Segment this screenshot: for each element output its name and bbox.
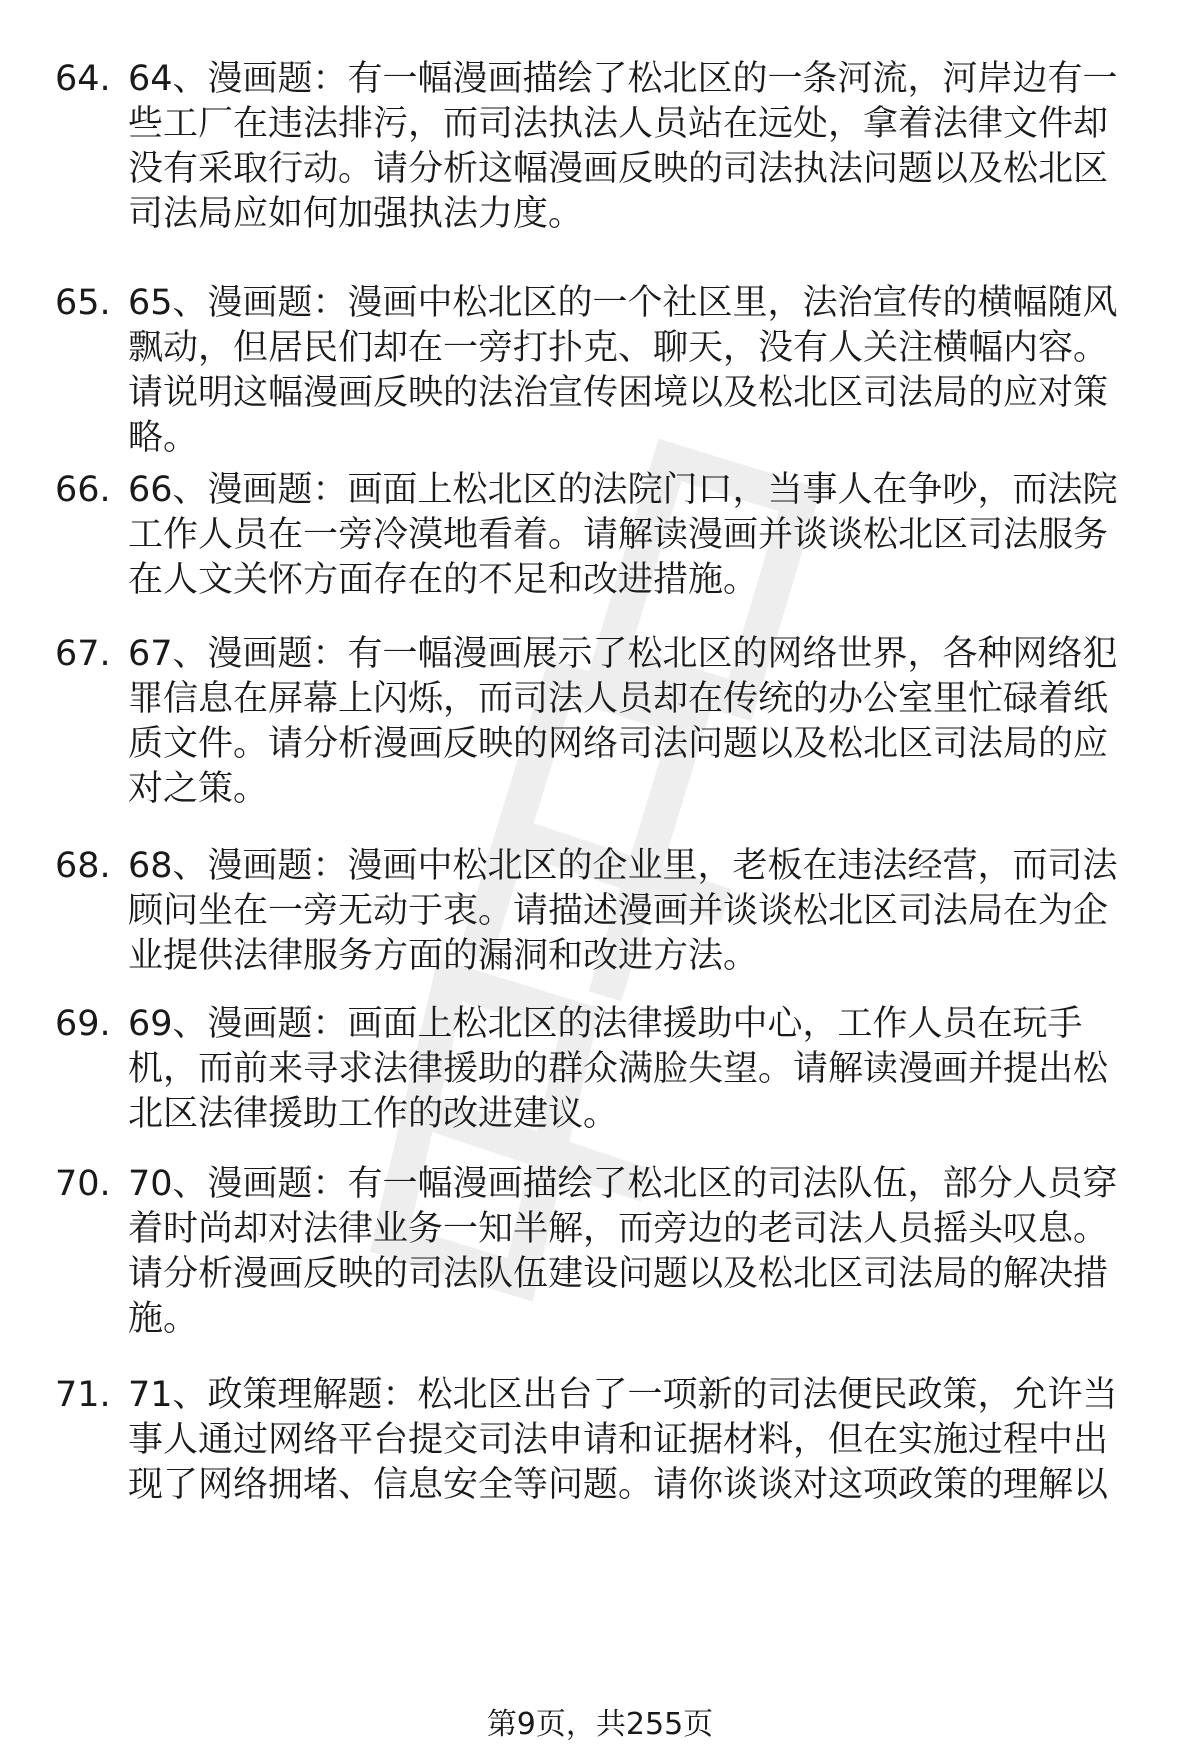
question-text-line: 67、漫画题：有一幅漫画展示了松北区的网络世界，各种网络犯 — [128, 634, 1118, 674]
question-text-line: 现了网络拥堵、信息安全等问题。请你谈谈对这项政策的理解以 — [128, 1465, 1109, 1505]
question-text-line: 飘动，但居民们却在一旁打扑克、聊天，没有人关注横幅内容。 — [128, 328, 1109, 368]
question-text-line: 顾问坐在一旁无动于衷。请描述漫画并谈谈松北区司法局在为企 — [128, 891, 1109, 931]
question-text-line: 施。 — [128, 1299, 199, 1339]
question-number: 71. — [55, 1375, 111, 1415]
question-text-line: 着时尚却对法律业务一知半解，而旁边的老司法人员摇头叹息。 — [128, 1209, 1109, 1249]
question-text-line: 对之策。 — [128, 769, 269, 809]
question-text-line: 罪信息在屏幕上闪烁，而司法人员却在传统的办公室里忙碌着纸 — [128, 679, 1109, 719]
question-number: 67. — [55, 634, 111, 674]
question-text-line: 北区法律援助工作的改进建议。 — [128, 1094, 619, 1134]
question-text-line: 65、漫画题：漫画中松北区的一个社区里，法治宣传的横幅随风 — [128, 283, 1118, 323]
question-text-line: 66、漫画题：画面上松北区的法院门口，当事人在争吵，而法院 — [128, 470, 1118, 510]
question-number: 68. — [55, 846, 111, 886]
question-number: 65. — [55, 283, 111, 323]
question-text-line: 64、漫画题：有一幅漫画描绘了松北区的一条河流，河岸边有一 — [128, 59, 1118, 99]
question-text-line: 请分析漫画反映的司法队伍建设问题以及松北区司法局的解决措 — [128, 1254, 1109, 1294]
page-number-label: 第9页，共255页 — [486, 1707, 714, 1742]
question-text-line: 质文件。请分析漫画反映的网络司法问题以及松北区司法局的应 — [128, 724, 1109, 764]
question-text-line: 机，而前来寻求法律援助的群众满脸失望。请解读漫画并提出松 — [128, 1049, 1109, 1089]
question-text-line: 司法局应如何加强执法力度。 — [128, 194, 584, 234]
question-text-line: 略。 — [128, 418, 199, 458]
question-number: 66. — [55, 470, 111, 510]
question-text-line: 没有采取行动。请分析这幅漫画反映的司法执法问题以及松北区 — [128, 149, 1109, 189]
question-text-line: 69、漫画题：画面上松北区的法律援助中心，工作人员在玩手 — [128, 1004, 1083, 1044]
page-footer — [0, 1705, 1200, 1745]
question-text-line: 在人文关怀方面存在的不足和改进措施。 — [128, 560, 759, 600]
question-text-line: 请说明这幅漫画反映的法治宣传困境以及松北区司法局的应对策 — [128, 373, 1109, 413]
question-number: 69. — [55, 1004, 111, 1044]
question-text-line: 70、漫画题：有一幅漫画描绘了松北区的司法队伍，部分人员穿 — [128, 1164, 1118, 1204]
question-text-line: 业提供法律服务方面的漏洞和改进方法。 — [128, 936, 759, 976]
question-number: 70. — [55, 1164, 111, 1204]
question-text-line: 68、漫画题：漫画中松北区的企业里，老板在违法经营，而司法 — [128, 846, 1118, 886]
question-text-line: 工作人员在一旁冷漠地看着。请解读漫画并谈谈松北区司法服务 — [128, 515, 1109, 555]
question-text-line: 事人通过网络平台提交司法申请和证据材料，但在实施过程中出 — [128, 1420, 1109, 1460]
question-number: 64. — [55, 59, 111, 99]
question-text-line: 71、政策理解题：松北区出台了一项新的司法便民政策，允许当 — [128, 1375, 1118, 1415]
question-text-line: 些工厂在违法排污，而司法执法人员站在远处，拿着法律文件却 — [128, 104, 1109, 144]
